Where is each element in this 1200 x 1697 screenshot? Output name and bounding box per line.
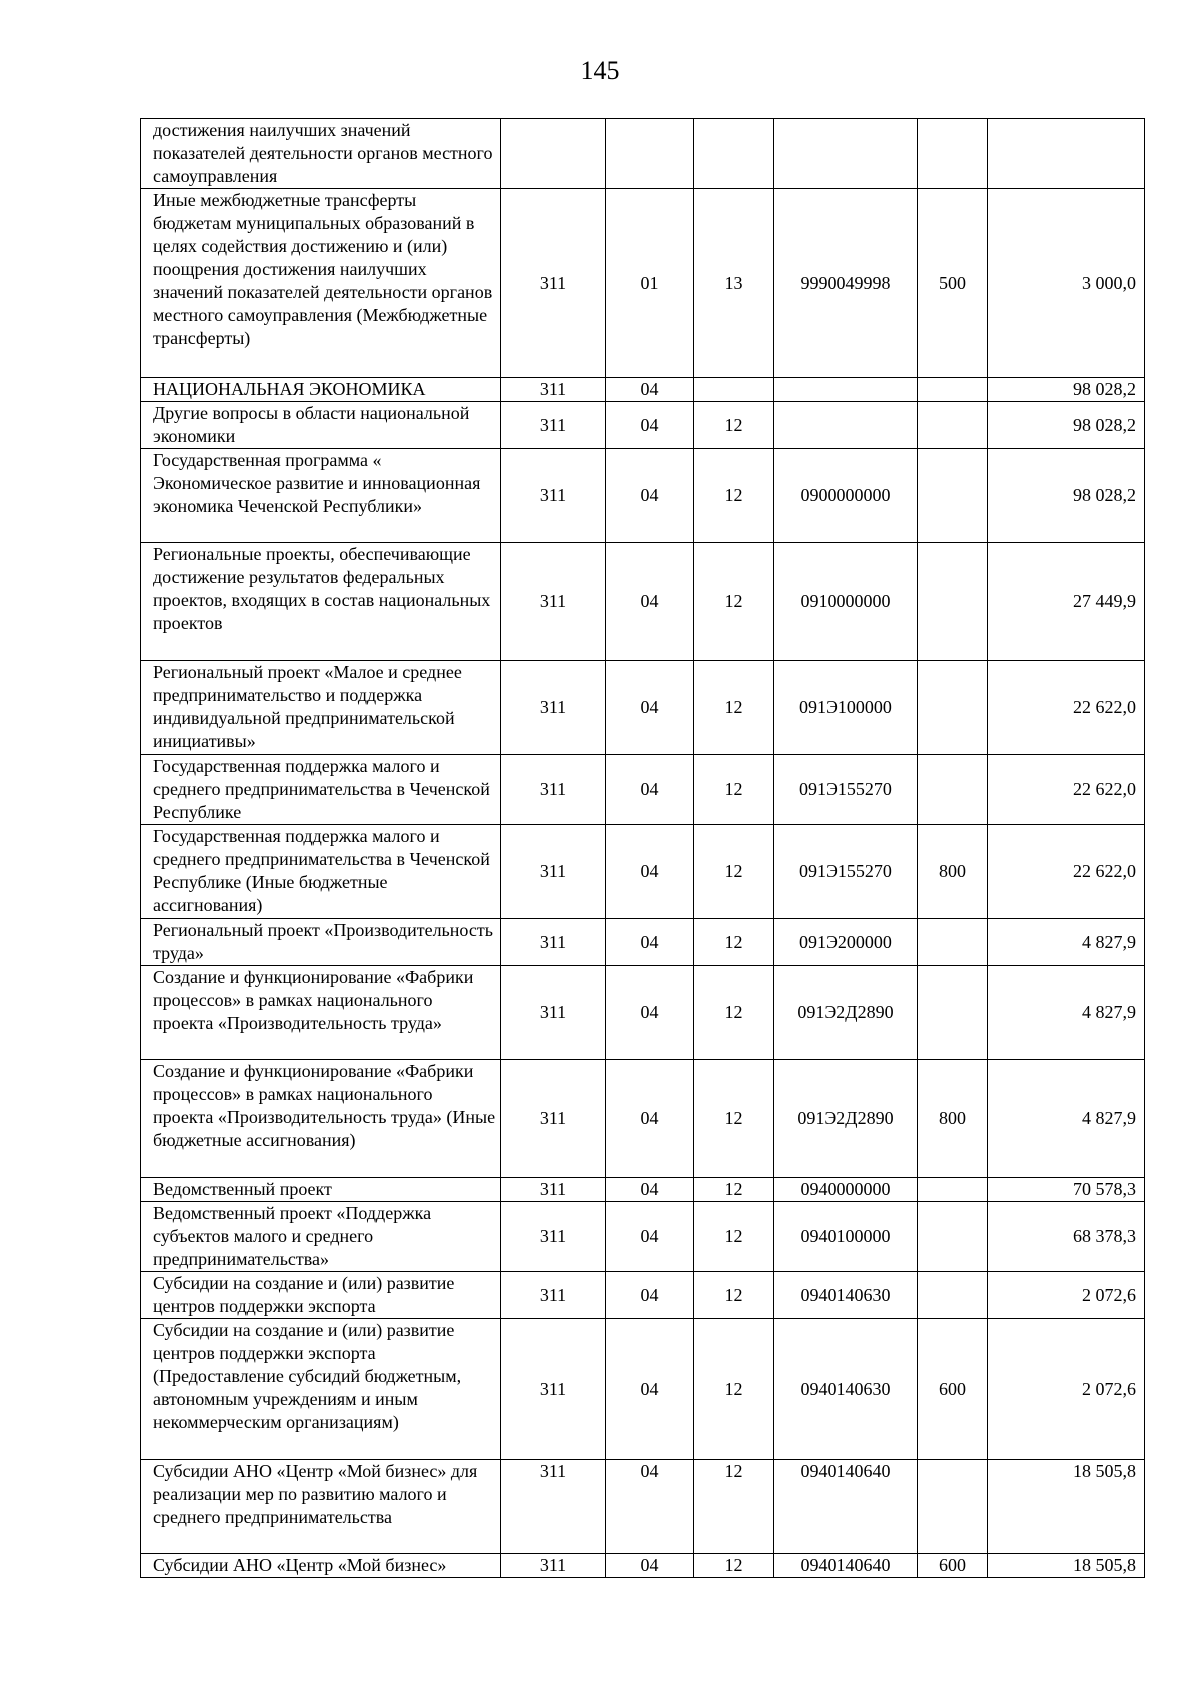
row-name-cell: Создание и функционирование «Фабрики процессов» в рамках национального проекта «Производительность труда» <box>141 966 501 1060</box>
row-sum-cell: 2 072,6 <box>988 1272 1145 1319</box>
row-name-cell: достижения наилучших значений показателей деятельности органов местного самоуправления <box>141 119 501 189</box>
row-pr-cell <box>694 119 774 189</box>
table-row <box>141 661 1145 755</box>
row-gr-cell: 311 <box>501 402 606 449</box>
row-vr-cell: 500 <box>918 189 988 378</box>
table-row <box>141 919 1145 966</box>
row-pr-cell: 12 <box>694 1060 774 1178</box>
row-name-cell: Иные межбюджетные трансферты бюджетам муниципальных образований в целях содействия достижению и (или) поощрения достижения наилучших значений показателей деятельности органов местного самоуправления (Межбюджетные трансферты) <box>141 189 501 378</box>
row-gr-cell: 311 <box>501 919 606 966</box>
row-csr-cell: 0940100000 <box>774 1202 918 1272</box>
table-row <box>141 966 1145 1060</box>
table-row <box>141 1554 1145 1578</box>
row-name-cell: Ведомственный проект «Поддержка субъектов малого и среднего предпринимательства» <box>141 1202 501 1272</box>
row-pr-cell <box>694 378 774 402</box>
row-gr-cell: 311 <box>501 543 606 661</box>
row-rz-cell <box>606 119 694 189</box>
row-gr-cell: 311 <box>501 1272 606 1319</box>
row-csr-cell: 0940000000 <box>774 1178 918 1202</box>
row-vr-cell: 800 <box>918 1060 988 1178</box>
row-pr-cell: 12 <box>694 825 774 919</box>
row-sum-cell: 98 028,2 <box>988 378 1145 402</box>
row-csr-cell: 0940140630 <box>774 1272 918 1319</box>
row-name-cell: Региональный проект «Производительность труда» <box>141 919 501 966</box>
row-name-cell: Субсидии на создание и (или) развитие центров поддержки экспорта <box>141 1272 501 1319</box>
table-row <box>141 1319 1145 1460</box>
row-sum-cell: 22 622,0 <box>988 661 1145 755</box>
row-sum-cell: 27 449,9 <box>988 543 1145 661</box>
row-pr-cell: 12 <box>694 1202 774 1272</box>
table-row <box>141 1202 1145 1272</box>
table-row <box>141 1178 1145 1202</box>
row-pr-cell: 12 <box>694 1178 774 1202</box>
table-row <box>141 119 1145 189</box>
table-row <box>141 189 1145 378</box>
row-gr-cell: 311 <box>501 966 606 1060</box>
table-row <box>141 1060 1145 1178</box>
row-pr-cell: 12 <box>694 1554 774 1578</box>
row-rz-cell: 04 <box>606 1060 694 1178</box>
row-sum-cell: 98 028,2 <box>988 449 1145 543</box>
row-name-cell: Государственная поддержка малого и среднего предпринимательства в Чеченской Республике <box>141 755 501 825</box>
row-sum-cell <box>988 119 1145 189</box>
row-rz-cell: 04 <box>606 378 694 402</box>
row-pr-cell: 12 <box>694 1460 774 1554</box>
row-csr-cell: 0940140630 <box>774 1319 918 1460</box>
row-pr-cell: 12 <box>694 402 774 449</box>
row-csr-cell: 0940140640 <box>774 1554 918 1578</box>
row-sum-cell: 18 505,8 <box>988 1460 1145 1554</box>
page-number: 145 <box>580 56 620 85</box>
row-vr-cell <box>918 1202 988 1272</box>
row-rz-cell: 04 <box>606 661 694 755</box>
row-gr-cell: 311 <box>501 1060 606 1178</box>
row-vr-cell <box>918 1460 988 1554</box>
row-vr-cell <box>918 966 988 1060</box>
table-row <box>141 378 1145 402</box>
row-vr-cell <box>918 755 988 825</box>
row-vr-cell <box>918 1178 988 1202</box>
row-rz-cell: 04 <box>606 402 694 449</box>
row-csr-cell: 091Э155270 <box>774 755 918 825</box>
row-pr-cell: 12 <box>694 1319 774 1460</box>
row-pr-cell: 12 <box>694 543 774 661</box>
table-row <box>141 1272 1145 1319</box>
row-sum-cell: 18 505,8 <box>988 1554 1145 1578</box>
row-pr-cell: 12 <box>694 966 774 1060</box>
row-gr-cell: 311 <box>501 755 606 825</box>
row-csr-cell: 091Э155270 <box>774 825 918 919</box>
row-csr-cell: 0940140640 <box>774 1460 918 1554</box>
row-csr-cell <box>774 119 918 189</box>
row-rz-cell: 04 <box>606 1202 694 1272</box>
row-pr-cell: 12 <box>694 661 774 755</box>
budget-table <box>140 118 1145 1578</box>
row-rz-cell: 01 <box>606 189 694 378</box>
row-sum-cell: 4 827,9 <box>988 919 1145 966</box>
row-gr-cell: 311 <box>501 825 606 919</box>
row-rz-cell: 04 <box>606 449 694 543</box>
row-rz-cell: 04 <box>606 1319 694 1460</box>
row-csr-cell: 091Э200000 <box>774 919 918 966</box>
row-vr-cell <box>918 402 988 449</box>
row-sum-cell: 4 827,9 <box>988 966 1145 1060</box>
table-row <box>141 402 1145 449</box>
row-rz-cell: 04 <box>606 543 694 661</box>
row-rz-cell: 04 <box>606 755 694 825</box>
row-vr-cell <box>918 378 988 402</box>
row-sum-cell: 98 028,2 <box>988 402 1145 449</box>
table-row <box>141 825 1145 919</box>
row-csr-cell: 0900000000 <box>774 449 918 543</box>
row-csr-cell: 9990049998 <box>774 189 918 378</box>
row-vr-cell <box>918 119 988 189</box>
row-gr-cell: 311 <box>501 1554 606 1578</box>
table-row <box>141 449 1145 543</box>
row-pr-cell: 12 <box>694 755 774 825</box>
row-vr-cell <box>918 543 988 661</box>
row-name-cell: НАЦИОНАЛЬНАЯ ЭКОНОМИКА <box>141 378 501 402</box>
row-sum-cell: 3 000,0 <box>988 189 1145 378</box>
row-rz-cell: 04 <box>606 1460 694 1554</box>
row-pr-cell: 12 <box>694 449 774 543</box>
row-gr-cell: 311 <box>501 1202 606 1272</box>
row-rz-cell: 04 <box>606 919 694 966</box>
row-rz-cell: 04 <box>606 1272 694 1319</box>
row-gr-cell <box>501 119 606 189</box>
row-csr-cell: 091Э2Д2890 <box>774 1060 918 1178</box>
table-row <box>141 755 1145 825</box>
row-name-cell: Субсидии на создание и (или) развитие центров поддержки экспорта (Предоставление субсидий бюджетным, автономным учреждениям и иным некоммерческим организациям) <box>141 1319 501 1460</box>
row-vr-cell: 600 <box>918 1319 988 1460</box>
row-name-cell: Другие вопросы в области национальной экономики <box>141 402 501 449</box>
row-sum-cell: 2 072,6 <box>988 1319 1145 1460</box>
row-sum-cell: 68 378,3 <box>988 1202 1145 1272</box>
row-sum-cell: 22 622,0 <box>988 755 1145 825</box>
row-sum-cell: 4 827,9 <box>988 1060 1145 1178</box>
row-name-cell: Государственная программа « Экономическое развитие и инновационная экономика Чеченской Республики» <box>141 449 501 543</box>
row-rz-cell: 04 <box>606 966 694 1060</box>
row-csr-cell <box>774 378 918 402</box>
row-gr-cell: 311 <box>501 378 606 402</box>
row-name-cell: Субсидии АНО «Центр «Мой бизнес» для реализации мер по развитию малого и среднего предпринимательства <box>141 1460 501 1554</box>
row-name-cell: Региональные проекты, обеспечивающие достижение результатов федеральных проектов, входящих в состав национальных проектов <box>141 543 501 661</box>
row-name-cell: Государственная поддержка малого и среднего предпринимательства в Чеченской Республике (Иные бюджетные ассигнования) <box>141 825 501 919</box>
row-gr-cell: 311 <box>501 1319 606 1460</box>
row-gr-cell: 311 <box>501 1178 606 1202</box>
row-gr-cell: 311 <box>501 189 606 378</box>
row-name-cell: Ведомственный проект <box>141 1178 501 1202</box>
row-csr-cell: 0910000000 <box>774 543 918 661</box>
row-name-cell: Региональный проект «Малое и среднее предпринимательство и поддержка индивидуальной предпринимательской инициативы» <box>141 661 501 755</box>
row-vr-cell: 800 <box>918 825 988 919</box>
row-rz-cell: 04 <box>606 1554 694 1578</box>
row-vr-cell <box>918 449 988 543</box>
row-pr-cell: 12 <box>694 1272 774 1319</box>
row-sum-cell: 70 578,3 <box>988 1178 1145 1202</box>
row-name-cell: Создание и функционирование «Фабрики процессов» в рамках национального проекта «Производительность труда» (Иные бюджетные ассигнования) <box>141 1060 501 1178</box>
row-pr-cell: 12 <box>694 919 774 966</box>
table-row <box>141 1460 1145 1554</box>
row-rz-cell: 04 <box>606 1178 694 1202</box>
row-gr-cell: 311 <box>501 661 606 755</box>
row-gr-cell: 311 <box>501 449 606 543</box>
row-pr-cell: 13 <box>694 189 774 378</box>
row-csr-cell: 091Э2Д2890 <box>774 966 918 1060</box>
row-gr-cell: 311 <box>501 1460 606 1554</box>
row-vr-cell <box>918 919 988 966</box>
row-csr-cell: 091Э100000 <box>774 661 918 755</box>
row-csr-cell <box>774 402 918 449</box>
table-row <box>141 543 1145 661</box>
row-vr-cell <box>918 661 988 755</box>
row-sum-cell: 22 622,0 <box>988 825 1145 919</box>
row-name-cell: Субсидии АНО «Центр «Мой бизнес» <box>141 1554 501 1578</box>
row-vr-cell <box>918 1272 988 1319</box>
row-vr-cell: 600 <box>918 1554 988 1578</box>
row-rz-cell: 04 <box>606 825 694 919</box>
